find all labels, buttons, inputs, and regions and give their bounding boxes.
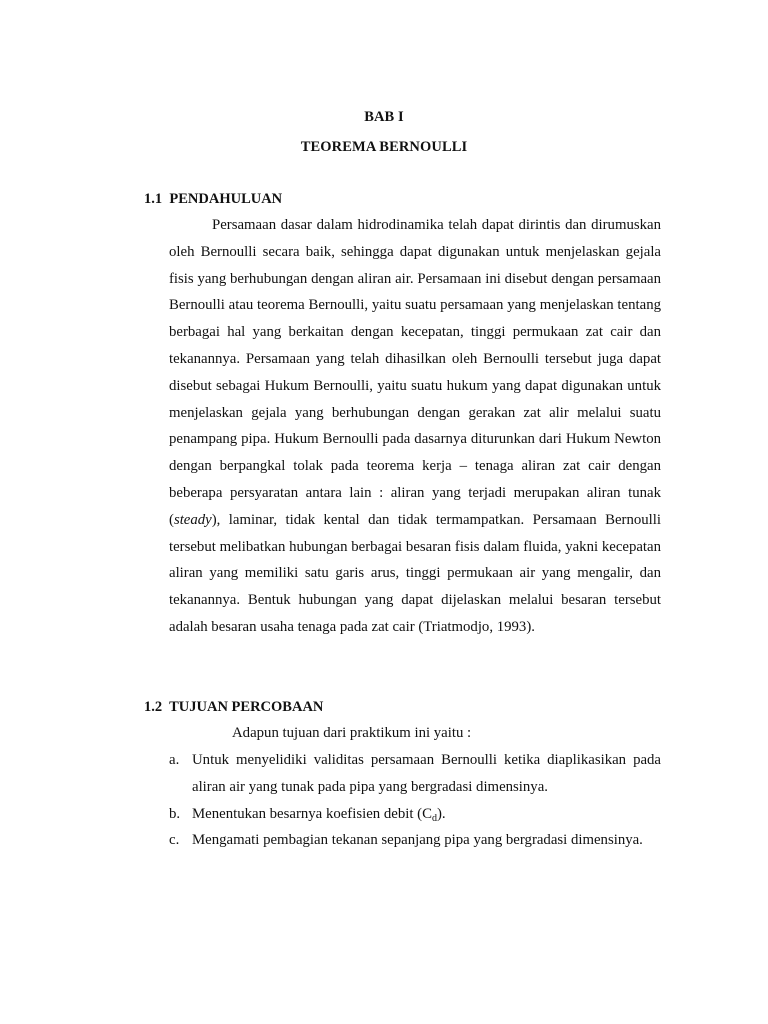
objectives-list <box>169 747 661 854</box>
list-item <box>169 801 661 828</box>
intro-paragraph <box>169 212 661 641</box>
chapter-title: TEOREMA BERNOULLI <box>300 139 468 155</box>
chapter-label: BAB I <box>364 109 404 125</box>
list-item-text-part1: Menentukan besarnya koefisien debit (C <box>192 805 432 822</box>
list-item-text: Untuk menyelidiki validitas persamaan Bernoulli ketika diaplikasikan pada aliran air yang tunak pada pipa yang bergradasi dimensinya. <box>192 752 661 795</box>
list-item <box>169 827 661 854</box>
section-heading-tujuan <box>144 698 323 716</box>
subscript: d <box>431 812 437 824</box>
list-item <box>169 747 661 801</box>
italic-term: steady <box>173 511 212 528</box>
paragraph-text-part2: ), laminar, tidak kental dan tidak termampatkan. Persamaan Bernoulli tersebut melibatkan hubungan berbagai besaran fisis dalam fluida, yakni kecepatan aliran yang memiliki satu garis arus, tinggi permukaan air yang mengalir, dan tekanannya. Bentuk hubungan yang dapat dijelaskan melalui besaran tersebut adalah besaran usaha tenaga pada zat cair (Triatmodjo, 1993). <box>169 511 661 635</box>
list-item-text <box>192 806 446 822</box>
section-number: 1.1 <box>144 191 163 207</box>
list-marker: c. <box>169 832 180 849</box>
paragraph-text-part1: Persamaan dasar dalam hidrodinamika telah dapat dirintis dan dirumuskan oleh Bernoulli secara baik, sehingga dapat digunakan untuk menjelaskan gejala fisis yang berhubungan dengan aliran air. Persamaan ini disebut dengan persamaan Bernoulli atau teorema Bernoulli, yaitu suatu persamaan yang menjelaskan tentang berbagai hal yang berkaitan dengan kecepatan, tinggi permukaan zat cair dan tekanannya. Persamaan yang telah dihasilkan oleh Bernoulli tersebut juga dapat disebut sebagai Hukum Bernoulli, yaitu suatu hukum yang dapat digunakan untuk menjelaskan gejala yang berhubungan dengan gerakan zat alir melalui suatu penampang pipa. Hukum Bernoulli pada dasarnya diturunkan dari Hukum Newton dengan berpangkal tolak pada teorema kerja – tenaga aliran zat cair dengan beberapa persyaratan antara lain : aliran yang terjadi merupakan aliran tunak ( <box>169 217 661 528</box>
list-item-text: Mengamati pembagian tekanan sepanjang pipa yang bergradasi dimensinya. <box>192 832 643 849</box>
list-item-text-part2: ). <box>436 805 446 822</box>
section-heading-pendahuluan <box>144 190 282 208</box>
objectives-intro: Adapun tujuan dari praktikum ini yaitu : <box>232 725 472 741</box>
list-marker: b. <box>169 805 181 822</box>
list-marker: a. <box>169 752 180 768</box>
section-title: TUJUAN PERCOBAAN <box>169 699 324 715</box>
section-title: PENDAHULUAN <box>169 191 283 207</box>
section-number: 1.2 <box>144 699 163 715</box>
